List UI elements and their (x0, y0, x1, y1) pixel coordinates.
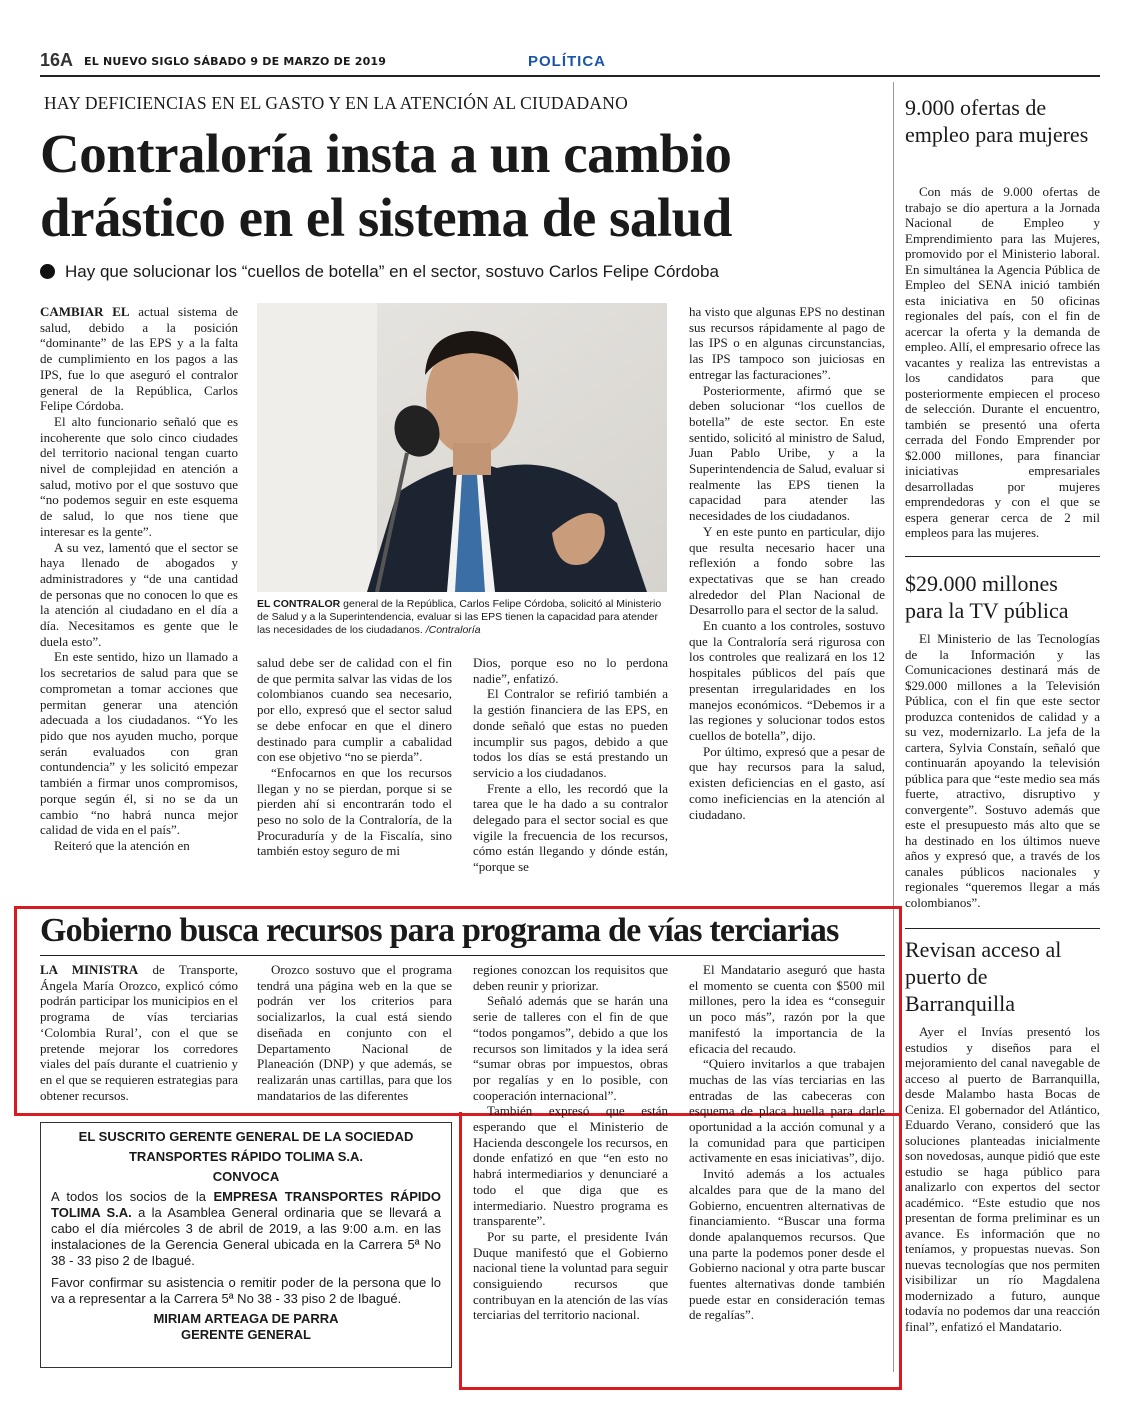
story2-column-1 (40, 962, 238, 1103)
brief-text-employment (905, 184, 1100, 541)
brief-text-tv (905, 631, 1100, 910)
notice-company: EMPRESA TRANSPORTES RÁPIDO TOLIMA S.A. (51, 1189, 441, 1220)
story-column-4 (689, 304, 885, 822)
photo-caption (257, 598, 667, 637)
paragraph: Frente a ello, les recordó que la tarea que le ha dado a su contralor delegado para el sector social es que vigile la frecuencia de los recursos, cómo están llegando y dónde están, “porque se (473, 780, 668, 875)
paragraph: Reiteró que la atención en (54, 837, 190, 853)
story2-column-4 (689, 962, 885, 1323)
paragraph: “Enfocarnos en que los recursos llegan y no se pierdan, porque si se pierden ahí si encontrarán todo el peso no solo de la Contraloría, de la Procuraduría y de la Fiscalía, sino también estoy seguro de mi (257, 764, 452, 859)
paragraph: El Mandatario aseguró que hasta el momento se cuenta con $500 mil millones, pero la idea es “conseguir un poco más”, razón por la que manifestó la importancia de la eficacia del recaudo. (689, 962, 885, 1056)
lead-in: CAMBIAR EL (40, 304, 130, 319)
paper-dateline: EL NUEVO SIGLO SÁBADO 9 DE MARZO DE 2019 (84, 55, 387, 68)
paragraph: Orozco sostuvo que el programa tendrá una página web en la que se podrán ver los criterios para socializarlos, la cual está siendo diseñada en conjunto con el Departamento Nacional de Planeación (DNP) y que además, se realizarán unas cartillas, para que los mandatarios de las diferentes (257, 962, 452, 1103)
paragraph: El alto funcionario señaló que es incoherente que solo cinco ciudades del territorio nacional tengan cuarto nivel de complejidad en atención a salud, motivo por el que sostuvo que “no podemos seguir en este esquema de salud, lo que nos tiene que interesar es la gente”. (40, 413, 238, 539)
brief-divider (905, 928, 1100, 929)
header-rule (40, 75, 1100, 77)
paragraph: Señaló además que se harán una serie de talleres con el fin de que “todos pongamos”, debido a que los recursos son limitados y la idea será “sumar obras por impuestos, obras por regalías y en lo posible, con cooperación internacional”. (473, 993, 668, 1103)
notice-line-1: EL SUSCRITO GERENTE GENERAL DE LA SOCIEDAD (78, 1129, 414, 1144)
story-column-2 (257, 655, 452, 859)
lead-in: LA MINISTRA (40, 962, 139, 977)
paragraph: Invitó además a los actuales alcaldes para que de la mano del Gobierno, encuentren alternativas de financiamiento. “Buscar una forma donde apalanquemos recursos. Que una parte la podemos poner desde el Gobierno nacional y otra parte buscar fuentes alternativas donde también puede estar en consideración temas de regalías”. (689, 1166, 886, 1323)
notice-signer-title: GERENTE GENERAL (180, 1327, 311, 1342)
notice-text: a la Asamblea General ordinaria que se llevará a cabo el día miércoles 3 de abril de 2019, a las 9:00 a.m. en las instalaciones de la Gerencia General ubicada en la Carrera 5ª No 38 - 33 piso 2 de Ibagué. (51, 1205, 441, 1268)
subtitle-text: Hay que solucionar los “cuellos de botella” en el sector, sostuvo Carlos Felipe Córdoba (65, 262, 719, 281)
photo-credit: /Contraloría (422, 624, 481, 636)
brief-text-port (905, 1024, 1100, 1334)
story-headline (40, 122, 840, 250)
bullet-icon (40, 264, 55, 279)
story2-headline: Gobierno busca recursos para programa de vías terciarias (40, 912, 839, 949)
notice-line-2: TRANSPORTES RÁPIDO TOLIMA S.A. (128, 1149, 363, 1164)
notice-body (51, 1189, 441, 1269)
headline-line-2: drástico en el sistema de salud (40, 187, 732, 248)
paragraph: A su vez, lamentó que el sector se haya llenado de abogados y administradores y “de una cantidad de personas que no conocen lo que es la atención al ciudadano en el día a día. Necesitamos es gente que le duela esto”. (40, 539, 238, 649)
caption-lead: EL CONTRALOR (257, 598, 341, 610)
paragraph (40, 304, 238, 414)
paragraph: Posteriormente, afirmó que se deben solucionar “los cuellos de botella” de este sector. En este sentido, solicitó al ministro de Salud, Juan Pablo Uribe, y a la Superintendencia de Salud, evaluar si realmente las EPS tienen la capacidad para atender las necesidades de los ciudadanos. (689, 382, 885, 524)
paragraph: Por último, expresó que a pesar de que hay recursos para la salud, existen deficiencias en el gasto, así como ineficiencias en la atención al ciudadano. (689, 743, 885, 822)
paragraph: El Ministerio de las Tecnologías de la Información y las Comunicaciones destinará más de $29.000 millones a la Televisión Pública, con el fin que este sector produzca contenidos de calidad y a su vez, modernizarlo. La jefa de la cartera, Sylvia Constaín, señaló que continuarán apoyando la televisión pública para que “este medio sea más fuerte, atractivo, disruptivo y convergente”. Sostuvo además que este el presupuesto más alto que se ha destinado en los últimos nueve años y expresó que, a través de los canales públicos nacionales y regionales “queremos llegar a más colombianos”. (905, 631, 1100, 910)
paragraph: También expresó que están esperando que el Ministerio de Hacienda descongele los recursos, en donde enfatizó en que “en esto no habrá intermediarios y denunciaré a todo el que diga que es intermediario. Nuestro programa es transparente”. (473, 1103, 668, 1229)
paragraph: En este sentido, hizo un llamado a los secretarios de salud para que se comprometan a tomar acciones que permitan generar una atención adecuada a los ciudadanos. “Yo les pido que nos ayuden mucho, porque serán evaluados con gran contundencia” y les solicitó empezar también a firmar unos compromisos, porque según él, si no se da un cambio “no habrá nunca mejor calidad de vida en el país”. (40, 649, 238, 838)
story-column-1 (40, 304, 238, 854)
paragraph: Ayer el Invías presentó los estudios y diseños para el mejoramiento del canal navegable de acceso al puerto de Barranquilla, desde Malambo hasta Bocas de Ceniza. El gobernador del Atlántico, Eduardo Verano, consideró que las soluciones planteadas inicialmente son novedosas, aunque pidió que este estudio se haga público para analizarlo con expertos del sector académico. “Este estudio que nos presentan de forma preliminar es un avance. Es información que no teníamos, y propuestas nuevas. Son nuevas tecnologías que nos permiten visibilizar un río Magdalena modernizado a futuro, aunque todavía no podemos dar una reacción final”, enfatizó el Mandatario. (905, 1024, 1100, 1334)
paragraph: Dios, porque eso no lo perdona nadie”, enfatizó. (473, 655, 668, 686)
paragraph: El Contralor se refirió también a la gestión financiera de las EPS, en donde señaló que estas no pueden incumplir sus pagos, debido a que todos los días se está prestando un servicio a los ciudadanos. (473, 686, 668, 780)
assembly-notice (40, 1122, 452, 1368)
page-number: 16A (40, 50, 74, 70)
paragraph: salud debe ser de calidad con el fin de que permita salvar las vidas de los colombianos cuando sea necesario, por ello, expresó que el sector salud se debe enfocar en que el dinero destinado para cumplir a cabalidad con ese objetivo “no se pierda”. (257, 655, 452, 765)
story2-column-3 (473, 962, 668, 1323)
paragraph: Por su parte, el presidente Iván Duque manifestó que el Gobierno nacional tiene la voluntad para seguir consiguiendo recursos que contribuyan en la atención de las vías terciarias del territorio nacional. (473, 1228, 668, 1323)
photo-illustration (257, 303, 667, 592)
brief-divider (905, 556, 1100, 557)
notice-signer: MIRIAM ARTEAGA DE PARRA (153, 1311, 339, 1326)
brief-title-employment: 9.000 ofertas de empleo para mujeres (905, 95, 1089, 147)
story-kicker: HAY DEFICIENCIAS EN EL GASTO Y EN LA ATENCIÓN AL CIUDADANO (44, 93, 628, 113)
story-subtitle (40, 262, 719, 282)
paragraph: “Quiero invitarlos a que trabajen muchas de las vías terciarias en las entradas de las cabeceras con esquema de placa huella para darle oportunidad a la acción comunal y a la comunidad para que participen activamente en esas iniciativas”, dijo. (689, 1056, 885, 1166)
paragraph-text: actual sistema de salud, debido a la posición “dominante” de las EPS y a la falta de cumplimiento en los pagos a las IPS, fue lo que aseguró el contralor general de la República, Carlos Felipe Córdoba. (40, 304, 238, 414)
headline-line-1: Contraloría insta a un cambio (40, 123, 732, 184)
paragraph: regiones conozcan los requisitos que deben reunir y priorizar. (473, 962, 668, 993)
paragraph: ha visto que algunas EPS no destinan sus recursos rápidamente al pago de las IPS o en algunas circunstancias, las IPS tampoco son juiciosas en entregar las facturaciones”. (689, 304, 885, 382)
brief-title-tv: $29.000 millones para la TV pública (905, 571, 1069, 623)
paragraph: Con más de 9.000 ofertas de trabajo se dio apertura a la Jornada Nacional de Empleo y Emprendimiento para las Mujeres, promovido por el Ministerio laboral. En simultánea la Agencia Pública de Empleo del SENA inició también esta iniciativa en 50 oficinas regionales del país, con el fin de acercar la oferta y la demanda de empleo. Allí, el empresario ofrece las vacantes y realiza las entrevistas a los candidatos para que posteriormente empiecen el proceso de selección. Durante el encuentro, también se presentó una oferta cerrada del Fondo Emprender por $2.000 millones, para financiar iniciativas empresariales desarrolladas por mujeres emprendedoras y con el que se espera generar cerca de 2 mil empleos para las mujeres. (905, 184, 1100, 540)
caption-text: general de la República, Carlos Felipe Córdoba, solicitó al Ministerio de Salud y a la Superintendencia, evaluar si las EPS tienen la capacidad para atender las necesidades de los ciudadanos. (257, 598, 662, 636)
contralor-photo (257, 303, 667, 592)
story2-column-2 (257, 962, 452, 1103)
section-label: POLÍTICA (528, 53, 606, 70)
notice-text: A todos los socios de la (51, 1189, 214, 1204)
paragraph-text: de Transporte, Ángela María Orozco, explicó cómo podrán participar los municipios en el programa de vías terciarias ‘Colombia Rural’, con el que se pretende mejorar los corredores viales del país durante el cuatrienio y en el que se requieren estrategias para obtener recursos. (40, 962, 239, 1103)
notice-confirm: Favor confirmar su asistencia o remitir poder de la persona que lo va a representar a la Carrera 5ª No 38 - 33 piso 2 de Ibagué. (51, 1275, 441, 1306)
notice-convoca: CONVOCA (212, 1169, 280, 1184)
story-column-3 (473, 655, 668, 875)
paragraph (40, 962, 238, 1103)
story2-rule (40, 955, 885, 956)
brief-title-port: Revisan acceso al puerto de Barranquilla (905, 937, 1062, 1016)
paragraph: En cuanto a los controles, sostuvo que la Contraloría será rigurosa con los controles que realizará en los 12 hospitales públicos del país que presentan irregularidades en los manejos económicos. “Debemos ir a las regiones y solucionar todos estos cuellos de botella”, dijo. (689, 618, 885, 743)
paragraph: Y en este punto en particular, dijo que resulta necesario hacer una reflexión a fondo sobre las expectativas que se han creado alrededor del Plan Nacional de Desarrollo para el sector de la salud. (689, 523, 885, 618)
